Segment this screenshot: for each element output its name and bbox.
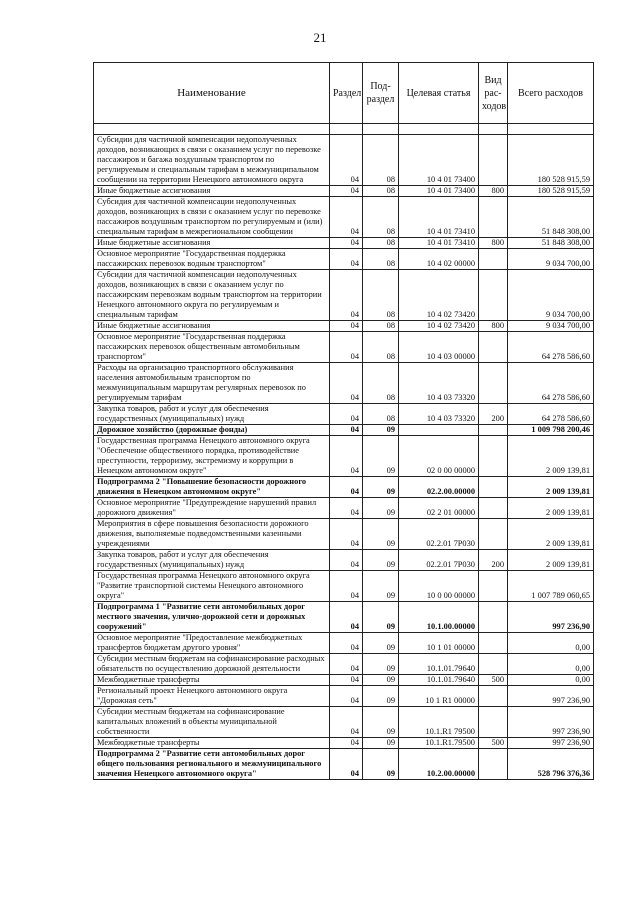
- row-target-article: 10 4 02 73420: [399, 321, 479, 332]
- row-section: 04: [330, 519, 363, 550]
- table-row: [94, 675, 594, 686]
- row-expense-type: [479, 249, 508, 270]
- row-total: 9 034 700,00: [508, 270, 594, 321]
- row-section: 04: [330, 249, 363, 270]
- row-section: 04: [330, 321, 363, 332]
- row-total: 1 009 798 200,46: [508, 425, 594, 436]
- row-section: 04: [330, 654, 363, 675]
- row-target-article: [399, 425, 479, 436]
- row-section: 04: [330, 270, 363, 321]
- row-total: 64 278 586,60: [508, 404, 594, 425]
- row-total: 180 528 915,59: [508, 186, 594, 197]
- row-name: Межбюджетные трансферты: [94, 738, 330, 749]
- row-total: 2 009 139,81: [508, 519, 594, 550]
- row-expense-type: [479, 602, 508, 633]
- row-name: Иные бюджетные ассигнования: [94, 186, 330, 197]
- row-name: Дорожное хозяйство (дорожные фонды): [94, 425, 330, 436]
- row-subsection: 09: [363, 550, 399, 571]
- row-subsection: 09: [363, 519, 399, 550]
- row-name: Иные бюджетные ассигнования: [94, 238, 330, 249]
- row-expense-type: 800: [479, 321, 508, 332]
- row-target-article: 10.1.R1.79500: [399, 738, 479, 749]
- row-total: 9 034 700,00: [508, 249, 594, 270]
- row-name: Государственная программа Ненецкого автономного округа "Обеспечение общественного порядка, противодействие преступности, терроризму, экстремизму и коррупции в Ненецком автономном округе": [94, 436, 330, 477]
- row-total: 997 236,90: [508, 602, 594, 633]
- row-subsection: 09: [363, 707, 399, 738]
- row-subsection: 08: [363, 321, 399, 332]
- row-subsection: 09: [363, 477, 399, 498]
- row-section: 04: [330, 550, 363, 571]
- row-name: Государственная программа Ненецкого автономного округа "Развитие транспортной системы Ненецкого автономного округа": [94, 571, 330, 602]
- table-row: [94, 425, 594, 436]
- row-total: 0,00: [508, 675, 594, 686]
- row-subsection: 08: [363, 135, 399, 186]
- row-expense-type: [479, 686, 508, 707]
- row-total: 64 278 586,60: [508, 363, 594, 404]
- row-name: Иные бюджетные ассигнования: [94, 321, 330, 332]
- table-row: [94, 498, 594, 519]
- table-row: [94, 738, 594, 749]
- table-row: [94, 436, 594, 477]
- row-name: Мероприятия в сфере повышения безопасности дорожного движения, выполняемые подведомственными казенными учреждениями: [94, 519, 330, 550]
- row-expense-type: [479, 270, 508, 321]
- row-name: Закупка товаров, работ и услуг для обеспечения государственных (муниципальных) нужд: [94, 550, 330, 571]
- row-name: Подпрограмма 2 "Повышение безопасности дорожного движения в Ненецком автономном округе": [94, 477, 330, 498]
- row-target-article: 02.2.00.00000: [399, 477, 479, 498]
- row-name: Субсидии для частичной компенсации недополученных доходов, возникающих в связи с оказанием услуг по пассажирским перевозкам водным транспортом на территории Ненецкого автономного округа по регулируемым и специальным тарифам: [94, 270, 330, 321]
- row-total: 51 848 308,00: [508, 238, 594, 249]
- table-row: [94, 249, 594, 270]
- row-subsection: 09: [363, 738, 399, 749]
- row-subsection: 08: [363, 332, 399, 363]
- row-target-article: 10 4 03 00000: [399, 332, 479, 363]
- row-total: 2 009 139,81: [508, 550, 594, 571]
- row-expense-type: [479, 633, 508, 654]
- row-name: Субсидии местным бюджетам на софинансирование расходных обязательств по осуществлению дорожной деятельности: [94, 654, 330, 675]
- row-expense-type: [479, 363, 508, 404]
- table-row: [94, 238, 594, 249]
- row-target-article: 10 4 01 73410: [399, 197, 479, 238]
- row-target-article: 10 4 03 73320: [399, 404, 479, 425]
- table-row: [94, 571, 594, 602]
- row-target-article: 02.2.01 7Р030: [399, 519, 479, 550]
- row-section: 04: [330, 186, 363, 197]
- row-target-article: 10 4 03 73320: [399, 363, 479, 404]
- row-subsection: 09: [363, 498, 399, 519]
- row-target-article: 10 4 01 73400: [399, 135, 479, 186]
- table-row: [94, 404, 594, 425]
- row-section: 04: [330, 477, 363, 498]
- table-row: [94, 321, 594, 332]
- row-subsection: 08: [363, 249, 399, 270]
- row-name: Закупка товаров, работ и услуг для обеспечения государственных (муниципальных) нужд: [94, 404, 330, 425]
- row-total: 0,00: [508, 633, 594, 654]
- row-subsection: 09: [363, 654, 399, 675]
- row-target-article: 10.1.R1 79500: [399, 707, 479, 738]
- row-name: Основное мероприятие "Государственная поддержка пассажирских перевозок водным транспортом": [94, 249, 330, 270]
- row-subsection: 08: [363, 238, 399, 249]
- row-expense-type: [479, 332, 508, 363]
- row-expense-type: [479, 654, 508, 675]
- row-subsection: 08: [363, 363, 399, 404]
- row-target-article: 10 4 01 73400: [399, 186, 479, 197]
- row-total: 1 007 789 060,65: [508, 571, 594, 602]
- row-expense-type: [479, 436, 508, 477]
- table-row: [94, 477, 594, 498]
- row-section: 04: [330, 425, 363, 436]
- row-target-article: 10.1.00.00000: [399, 602, 479, 633]
- row-subsection: 08: [363, 186, 399, 197]
- row-total: 0,00: [508, 654, 594, 675]
- table-body: [94, 124, 594, 780]
- row-target-article: 10 4 01 73410: [399, 238, 479, 249]
- row-expense-type: [479, 498, 508, 519]
- row-target-article: 02.2.01 7Р030: [399, 550, 479, 571]
- row-expense-type: [479, 135, 508, 186]
- table-row: [94, 707, 594, 738]
- row-subsection: 08: [363, 197, 399, 238]
- row-total: 2 009 139,81: [508, 436, 594, 477]
- header-expense-type: Вид рас-ходов: [479, 63, 508, 124]
- row-expense-type: 800: [479, 186, 508, 197]
- row-expense-type: 200: [479, 550, 508, 571]
- row-subsection: 09: [363, 425, 399, 436]
- header-section: Раздел: [330, 63, 363, 124]
- row-section: 04: [330, 135, 363, 186]
- row-target-article: 10.2.00.00000: [399, 749, 479, 780]
- row-total: 51 848 308,00: [508, 197, 594, 238]
- row-expense-type: [479, 749, 508, 780]
- table-row: [94, 135, 594, 186]
- row-section: 04: [330, 675, 363, 686]
- row-expense-type: [479, 571, 508, 602]
- table-row: [94, 332, 594, 363]
- row-expense-type: 800: [479, 238, 508, 249]
- row-target-article: 10.1.01.79640: [399, 654, 479, 675]
- page-number: 21: [313, 30, 327, 45]
- row-section: 04: [330, 238, 363, 249]
- table-header-row: [94, 63, 594, 124]
- row-total: 2 009 139,81: [508, 498, 594, 519]
- row-section: 04: [330, 707, 363, 738]
- row-name: Региональный проект Ненецкого автономного округа "Дорожная сеть": [94, 686, 330, 707]
- row-subsection: 09: [363, 571, 399, 602]
- row-total: 997 236,90: [508, 686, 594, 707]
- header-target-article: Целевая статья: [399, 63, 479, 124]
- row-total: 2 009 139,81: [508, 477, 594, 498]
- row-section: 04: [330, 332, 363, 363]
- row-name: Подпрограмма 2 "Развитие сети автомобильных дорог общего пользования регионального и межмуниципального значения Ненецкого автономного округа": [94, 749, 330, 780]
- row-subsection: 09: [363, 749, 399, 780]
- row-target-article: 02 0 00 00000: [399, 436, 479, 477]
- row-section: 04: [330, 197, 363, 238]
- header-name: Наименование: [94, 63, 330, 124]
- row-subsection: 08: [363, 270, 399, 321]
- budget-table: [93, 62, 594, 780]
- row-expense-type: 500: [479, 675, 508, 686]
- table-row: [94, 749, 594, 780]
- table-row: [94, 686, 594, 707]
- row-expense-type: [479, 707, 508, 738]
- row-expense-type: 200: [479, 404, 508, 425]
- row-target-article: 10 4 02 00000: [399, 249, 479, 270]
- row-target-article: 10 0 00 00000: [399, 571, 479, 602]
- table-row: [94, 519, 594, 550]
- row-total: 64 278 586,60: [508, 332, 594, 363]
- row-section: 04: [330, 633, 363, 654]
- row-total: 528 796 376,36: [508, 749, 594, 780]
- row-subsection: 08: [363, 404, 399, 425]
- row-expense-type: 500: [479, 738, 508, 749]
- row-section: 04: [330, 498, 363, 519]
- row-subsection: 09: [363, 436, 399, 477]
- row-target-article: 10.1.01.79640: [399, 675, 479, 686]
- row-total: 9 034 700,00: [508, 321, 594, 332]
- table-row: [94, 197, 594, 238]
- row-name: Межбюджетные трансферты: [94, 675, 330, 686]
- row-total: 997 236,90: [508, 707, 594, 738]
- table-row: [94, 633, 594, 654]
- header-total: Всего расходов: [508, 63, 594, 124]
- spacer-row: [94, 124, 594, 135]
- row-name: Основное мероприятие "Предоставление межбюджетных трансфертов бюджетам другого уровня": [94, 633, 330, 654]
- row-subsection: 09: [363, 675, 399, 686]
- row-name: Основное мероприятие "Государственная поддержка пассажирских перевозок общественным автомобильным транспортом": [94, 332, 330, 363]
- row-section: 04: [330, 749, 363, 780]
- row-section: 04: [330, 602, 363, 633]
- row-name: Расходы на организацию транспортного обслуживания населения автомобильным транспортом по межмуниципальным маршрутам регулярных перевозок по регулируемым тарифам: [94, 363, 330, 404]
- row-name: Субсидия для частичной компенсации недополученных доходов, возникающих в связи с оказанием услуг по перевозке пассажиров воздушным транспортом по регулируемым и (или) специальным тарифам в межрегиональном сообщении: [94, 197, 330, 238]
- header-subsection: Под-раздел: [363, 63, 399, 124]
- row-expense-type: [479, 477, 508, 498]
- table-row: [94, 550, 594, 571]
- row-total: 997 236,90: [508, 738, 594, 749]
- row-target-article: 02 2 01 00000: [399, 498, 479, 519]
- row-name: Субсидии для частичной компенсации недополученных доходов, возникающих в связи с оказанием услуг по перевозке пассажиров и багажа воздушным транспортом по регулируемым и специальным тарифам в межмуниципальном сообщении на территории Ненецкого автономного округа: [94, 135, 330, 186]
- row-subsection: 09: [363, 633, 399, 654]
- row-name: Субсидии местным бюджетам на софинансирование капитальных вложений в объекты муниципальной собственности: [94, 707, 330, 738]
- row-section: 04: [330, 363, 363, 404]
- table-row: [94, 186, 594, 197]
- row-section: 04: [330, 404, 363, 425]
- row-target-article: 10 1 01 00000: [399, 633, 479, 654]
- row-target-article: 10 4 02 73420: [399, 270, 479, 321]
- table-row: [94, 654, 594, 675]
- table-row: [94, 270, 594, 321]
- row-subsection: 09: [363, 602, 399, 633]
- row-name: Подпрограмма 1 "Развитие сети автомобильных дорог местного значения, улично-дорожной сети и дорожных сооружений": [94, 602, 330, 633]
- row-section: 04: [330, 738, 363, 749]
- table-row: [94, 363, 594, 404]
- row-section: 04: [330, 436, 363, 477]
- row-section: 04: [330, 571, 363, 602]
- row-subsection: 09: [363, 686, 399, 707]
- row-expense-type: [479, 425, 508, 436]
- table-row: [94, 602, 594, 633]
- row-expense-type: [479, 519, 508, 550]
- row-target-article: 10 1 R1 00000: [399, 686, 479, 707]
- row-total: 180 528 915,59: [508, 135, 594, 186]
- row-section: 04: [330, 686, 363, 707]
- row-name: Основное мероприятие "Предупреждение нарушений правил дорожного движения": [94, 498, 330, 519]
- row-expense-type: [479, 197, 508, 238]
